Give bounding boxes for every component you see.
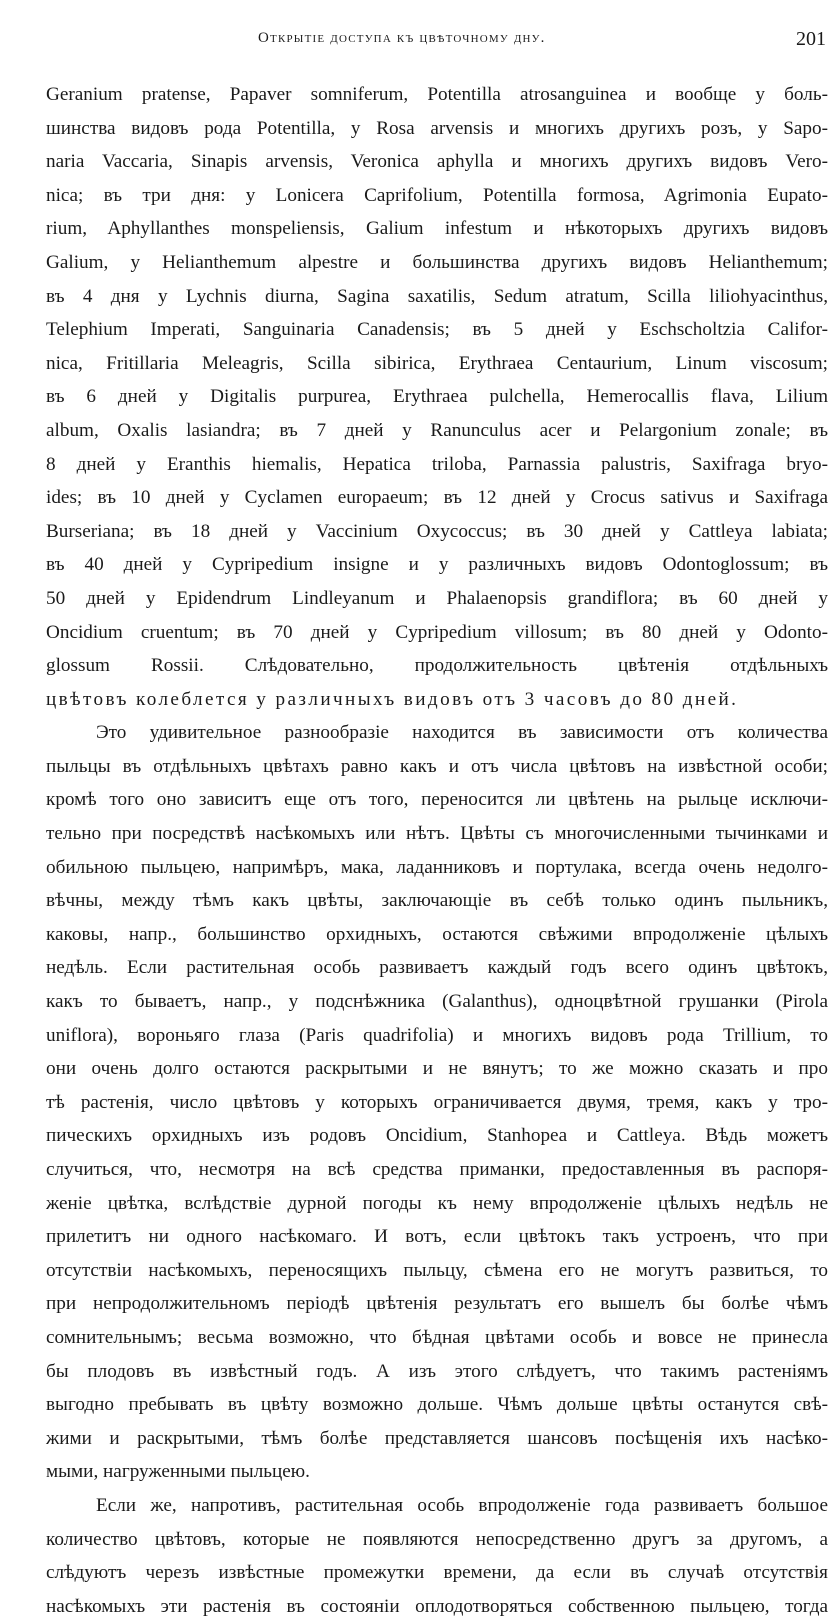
text-line: обильною пыльцею, напримѣръ, мака, ладанниковъ и портулака, всегда очень недолго-	[46, 856, 828, 878]
text-line: выгодно пребывать въ цвѣту возможно дольше. Чѣмъ дольше цвѣты останутся свѣ-	[46, 1394, 828, 1416]
text-line: мыми, нагруженными пыльцею.	[46, 1461, 310, 1483]
paragraph	[46, 716, 828, 1489]
text-line: вѣчны, между тѣмъ какъ цвѣты, заключающіе въ себѣ только одинъ пыльникъ,	[46, 890, 828, 912]
text-line: при непродолжительномъ періодѣ цвѣтенія результатъ его вышелъ бы болѣе чѣмъ	[46, 1293, 828, 1315]
text-line: каковы, напр., большинство орхидныхъ, остаются свѣжими впродолженіе цѣлыхъ	[46, 923, 828, 945]
text-line: бы плодовъ въ извѣстный годъ. А изъ этого слѣдуетъ, что такимъ растеніямъ	[46, 1360, 828, 1382]
text-line: тѣ растенія, число цвѣтовъ у которыхъ ограничивается двумя, тремя, какъ у тро-	[46, 1091, 828, 1113]
text-line: кромѣ того оно зависитъ еще отъ того, переносится ли цвѣтень на рыльце исключи-	[46, 789, 828, 811]
text-line: пыльцы въ отдѣльныхъ цвѣтахъ равно какъ и отъ числа цвѣтовъ на извѣстной особи;	[46, 755, 828, 777]
paragraph	[46, 1489, 828, 1623]
text-line: nica; въ три дня: у Lonicera Caprifolium, Potentilla formosa, Agrimonia Eupato-	[46, 184, 828, 206]
text-line: случиться, что, несмотря на всѣ средства приманки, предоставленныя въ распоря-	[46, 1159, 828, 1180]
text-line: количество цвѣтовъ, которые не появляются непосредственно другъ за другомъ, а	[46, 1528, 828, 1550]
text-line: цвѣтовъ колеблется у различныхъ видовъ отъ 3 часовъ до 80 дней.	[46, 688, 739, 710]
paragraph	[46, 78, 828, 716]
text-line: тельно при посредствѣ насѣкомыхъ или нѣтъ. Цвѣты съ многочисленными тычинками и	[46, 823, 828, 845]
text-line: Если же, напротивъ, растительная особь впродолженіе года развиваетъ большое	[96, 1494, 828, 1516]
text-line: uniflora), вороньяго глаза (Paris quadrifolia) и многихъ видовъ рода Trillium, то	[46, 1024, 828, 1046]
text-line: шинства видовъ рода Potentilla, у Rosa arvensis и многихъ другихъ розъ, у Sapo-	[46, 117, 828, 139]
body-text	[46, 78, 828, 1623]
text-line: какъ то бываетъ, напр., у подснѣжника (Galanthus), одноцвѣтной грушанки (Pirola	[46, 991, 828, 1013]
text-line: Это удивительное разнообразіе находится въ зависимости отъ количества	[96, 722, 828, 744]
text-line: отсутствіи насѣкомыхъ, переносящихъ пыльцу, сѣмена его не могутъ развиться, то	[46, 1259, 828, 1281]
text-line: 50 дней у Epidendrum Lindleyanum и Phalaenopsis grandiflora; въ 60 дней у	[46, 587, 828, 609]
text-line: они очень долго остаются раскрытыми и не вянутъ; то же можно сказать и про	[46, 1058, 828, 1080]
text-line: сомнительнымъ; весьма возможно, что бѣдная цвѣтами особь и вовсе не принесла	[46, 1326, 828, 1348]
running-title: Открытіе доступа къ цвѣточному дну.	[258, 30, 546, 46]
text-line: женіе цвѣтка, вслѣдствіе дурной погоды къ нему впродолженіе цѣлыхъ недѣль не	[46, 1192, 828, 1214]
text-line: ides; въ 10 дней у Cyclamen europaeum; въ 12 дней у Crocus sativus и Saxifraga	[46, 487, 828, 509]
text-line: Oncidium cruentum; въ 70 дней у Cypripedium villosum; въ 80 дней у Odonto-	[46, 621, 828, 643]
text-line: Galium, у Helianthemum alpestre и большинства другихъ видовъ Helianthemum;	[46, 251, 828, 273]
text-line: недѣль. Если растительная особь развиваетъ каждый годъ всего одинъ цвѣтокъ,	[46, 957, 828, 979]
text-line: rium, Aphyllanthes monspeliensis, Galium infestum и нѣкоторыхъ другихъ видовъ	[46, 218, 828, 240]
text-line: жими и раскрытыми, тѣмъ болѣе представляется шансовъ посѣщенія ихъ насѣко-	[46, 1427, 828, 1449]
text-line: слѣдуютъ черезъ извѣстные промежутки времени, да если въ случаѣ отсутствія	[46, 1562, 828, 1584]
text-line: насѣкомыхъ эти растенія въ состояніи оплодотворяться собственною пыльцею, тогда	[46, 1595, 828, 1617]
text-line: naria Vaccaria, Sinapis arvensis, Veronica aphylla и многихъ другихъ видовъ Vero-	[46, 151, 828, 173]
text-line: въ 6 дней у Digitalis purpurea, Erythraea pulchella, Hemerocallis flava, Lilium	[46, 386, 828, 408]
text-line: nica, Fritillaria Meleagris, Scilla sibirica, Erythraea Centaurium, Linum viscosum;	[46, 352, 828, 374]
text-line: album, Oxalis lasiandra; въ 7 дней у Ranunculus acer и Pelargonium zonale; въ	[46, 419, 828, 441]
text-line: пическихъ орхидныхъ изъ родовъ Oncidium, Stanhopea и Cattleya. Вѣдь можетъ	[46, 1125, 828, 1147]
text-line: въ 4 дня у Lychnis diurna, Sagina saxatilis, Sedum atratum, Scilla liliohyacinthus,	[46, 285, 828, 307]
text-line: Burseriana; въ 18 дней у Vaccinium Oxycoccus; въ 30 дней у Cattleya labiata;	[46, 520, 828, 542]
text-line: glossum Rossii. Слѣдовательно, продолжительность цвѣтенія отдѣльныхъ	[46, 655, 828, 677]
text-line: 8 дней у Eranthis hiemalis, Hepatica triloba, Parnassia palustris, Saxifraga bryo-	[46, 453, 828, 475]
text-line: прилетитъ ни одного насѣкомаго. И вотъ, если цвѣтокъ такъ устроенъ, что при	[46, 1226, 828, 1248]
text-line: Geranium pratense, Papaver somniferum, Potentilla atrosanguinea и вообще у боль-	[46, 84, 828, 105]
text-line: Telephium Imperati, Sanguinaria Canadensis; въ 5 дней у Eschscholtzia Califor-	[46, 319, 828, 341]
page-number: 201	[796, 28, 826, 50]
text-line: въ 40 дней у Cypripedium insigne и у различныхъ видовъ Odontoglossum; въ	[46, 554, 828, 576]
